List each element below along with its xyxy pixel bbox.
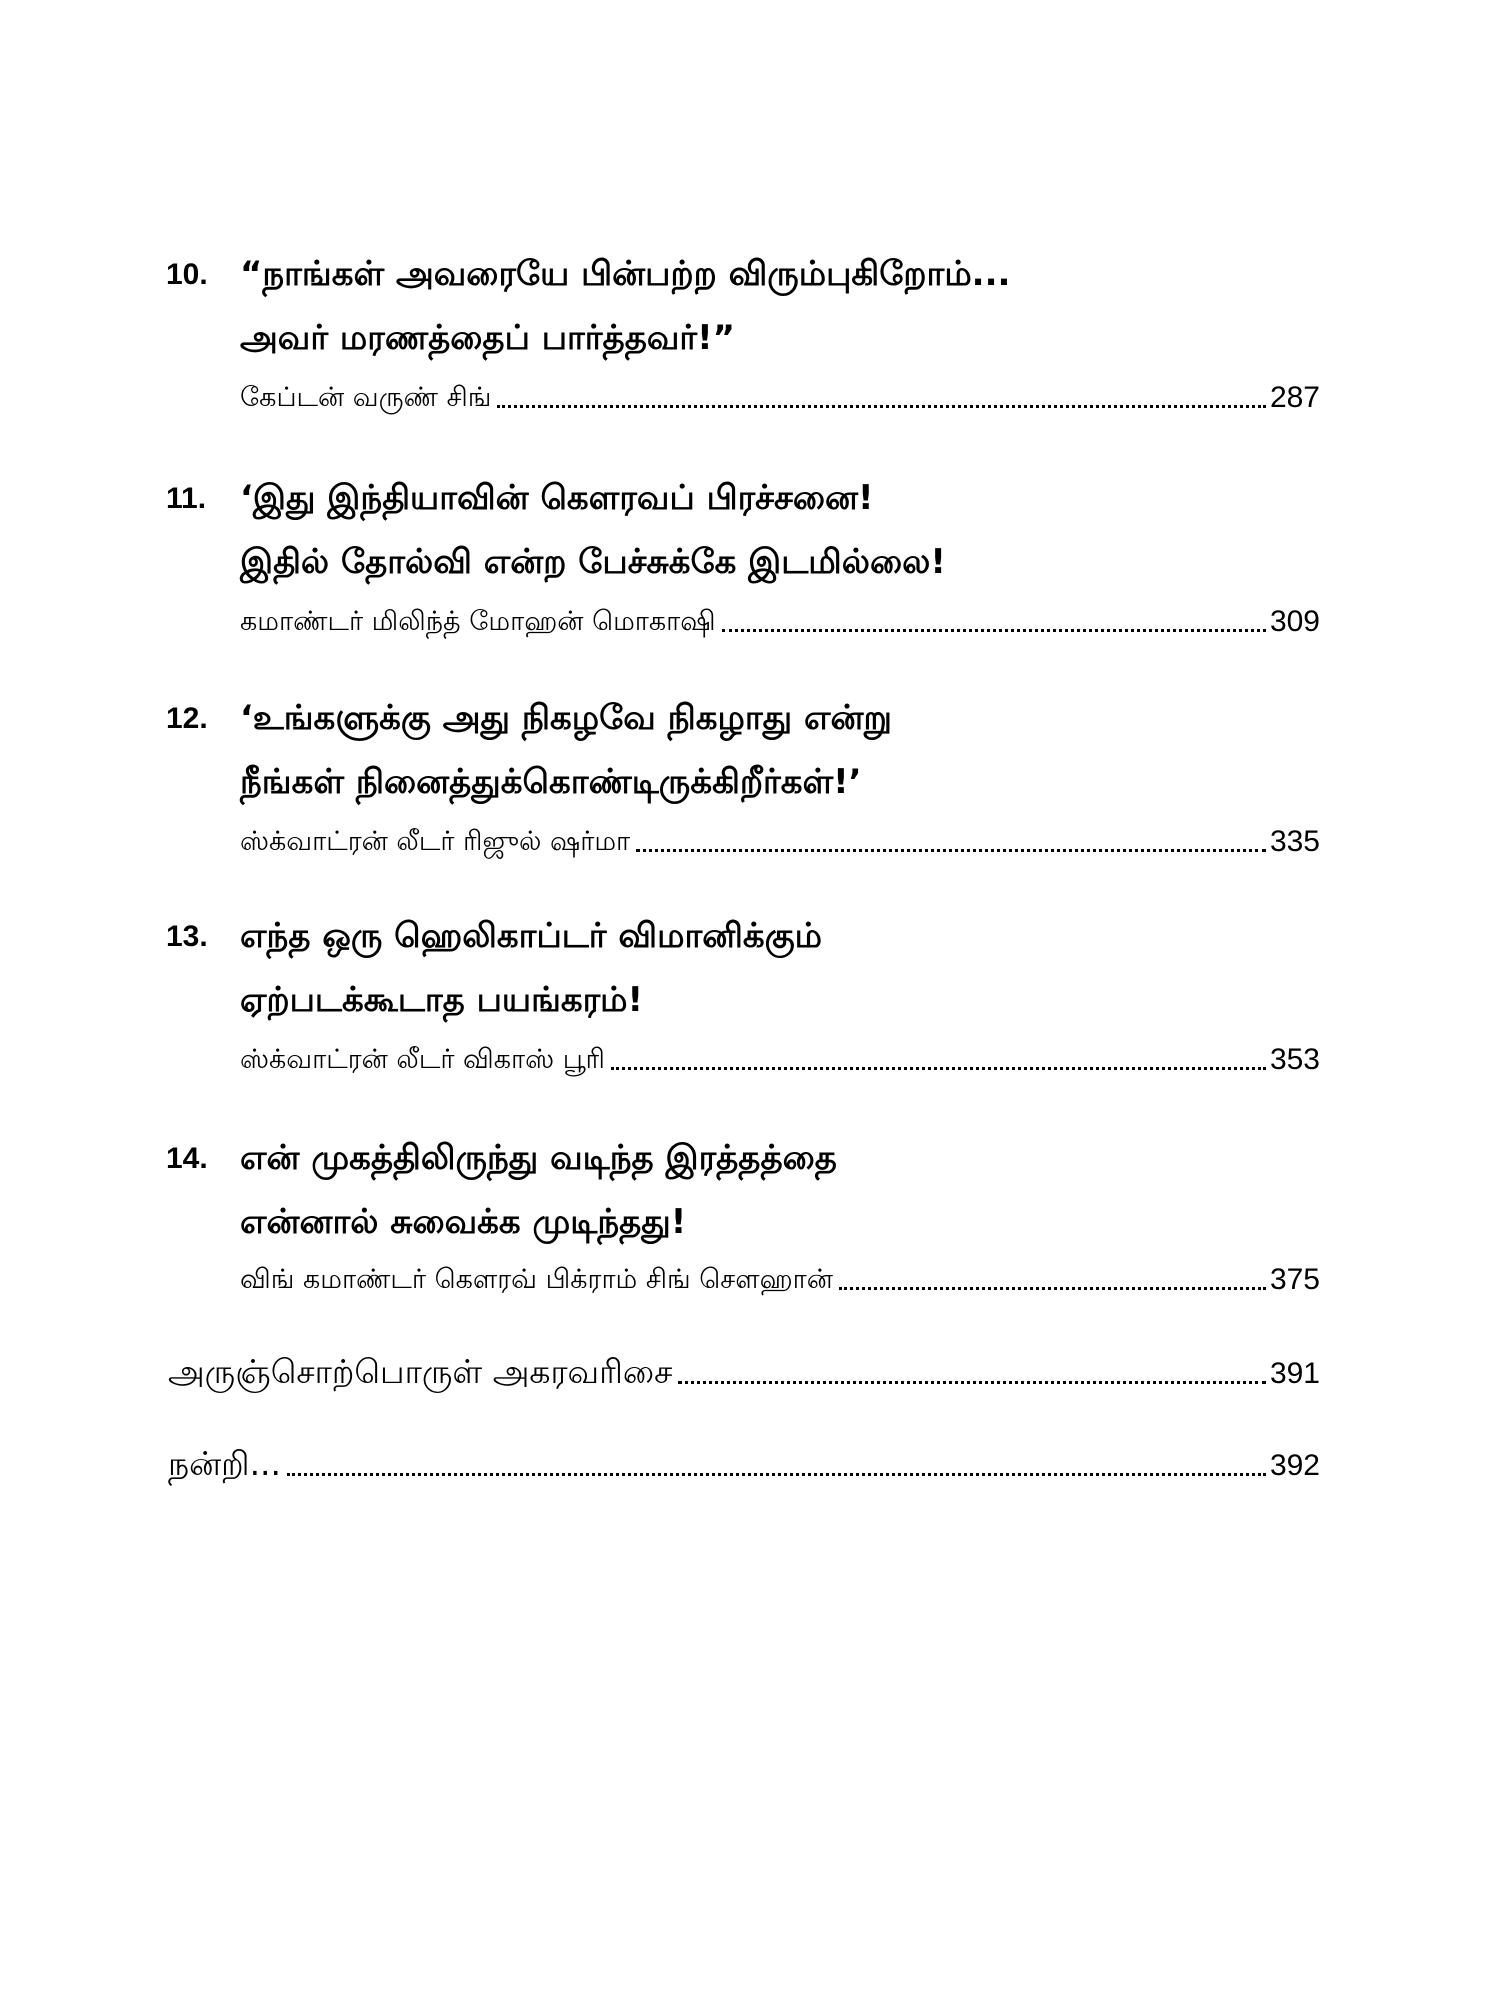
chapter-number: 11. [166, 482, 207, 515]
chapter-title-line: என் முகத்திலிருந்து வடிந்த இரத்தத்தை [240, 1138, 837, 1178]
chapter-title-line: நீங்கள் நினைத்துக்கொண்டிருக்கிறீர்கள்!’ [240, 762, 862, 802]
toc-author-row [240, 376, 1320, 416]
page-number: 391 [1269, 1357, 1320, 1390]
page-number: 392 [1269, 1449, 1320, 1482]
dot-leader [497, 405, 1266, 408]
toc-author-row [240, 1038, 1320, 1078]
page-number: 335 [1269, 825, 1320, 858]
chapter-title-line: ‘இது இந்தியாவின் கௌரவப் பிரச்சனை! [240, 478, 874, 518]
chapter-number: 10. [166, 258, 208, 291]
dot-leader [678, 1381, 1266, 1384]
chapter-author: ஸ்க்வாட்ரன் லீடர் விகாஸ் பூரி [240, 1044, 605, 1075]
chapter-title-line: இதில் தோல்வி என்ற பேச்சுக்கே இடமில்லை! [240, 542, 946, 582]
page-number: 287 [1269, 381, 1320, 414]
dot-leader [636, 849, 1266, 852]
chapter-number: 13. [166, 920, 208, 953]
chapter-number: 14. [166, 1142, 208, 1175]
toc-author-row [240, 600, 1320, 640]
toc-author-row [240, 1258, 1320, 1298]
chapter-number: 12. [166, 702, 208, 735]
chapter-title-line: அவர் மரணத்தைப் பார்த்தவர்!” [240, 318, 735, 358]
glossary-label: அருஞ்சொற்பொருள் அகரவரிசை [168, 1352, 673, 1391]
chapter-author: கமாண்டர் மிலிந்த் மோஹன் மொகாஷி [240, 606, 716, 637]
chapter-author: கேப்டன் வருண் சிங் [240, 382, 492, 413]
chapter-title-line: “நாங்கள் அவரையே பின்பற்ற விரும்புகிறோம்... [240, 254, 1011, 294]
chapter-author: விங் கமாண்டர் கௌரவ் பிக்ராம் சிங் சௌஹான் [240, 1264, 833, 1295]
toc-entry-acknowledgements [168, 1444, 1320, 1484]
chapter-title-line: என்னால் சுவைக்க முடிந்தது! [240, 1202, 687, 1242]
chapter-title-line: ஏற்படக்கூடாத பயங்கரம்! [240, 980, 644, 1020]
dot-leader [722, 629, 1266, 632]
chapter-title-line: ‘உங்களுக்கு அது நிகழவே நிகழாது என்று [240, 698, 892, 738]
page-number: 309 [1269, 605, 1320, 638]
toc-entry-glossary [168, 1352, 1320, 1392]
page-number: 375 [1269, 1263, 1320, 1296]
dot-leader [611, 1067, 1266, 1070]
dot-leader [839, 1287, 1266, 1290]
toc-author-row [240, 820, 1320, 860]
acknowledgements-label: நன்றி... [168, 1444, 282, 1483]
chapter-author: ஸ்க்வாட்ரன் லீடர் ரிஜுல் ஷர்மா [240, 826, 631, 857]
dot-leader [287, 1473, 1266, 1476]
chapter-title-line: எந்த ஒரு ஹெலிகாப்டர் விமானிக்கும் [240, 916, 823, 956]
page-number: 353 [1269, 1043, 1320, 1076]
